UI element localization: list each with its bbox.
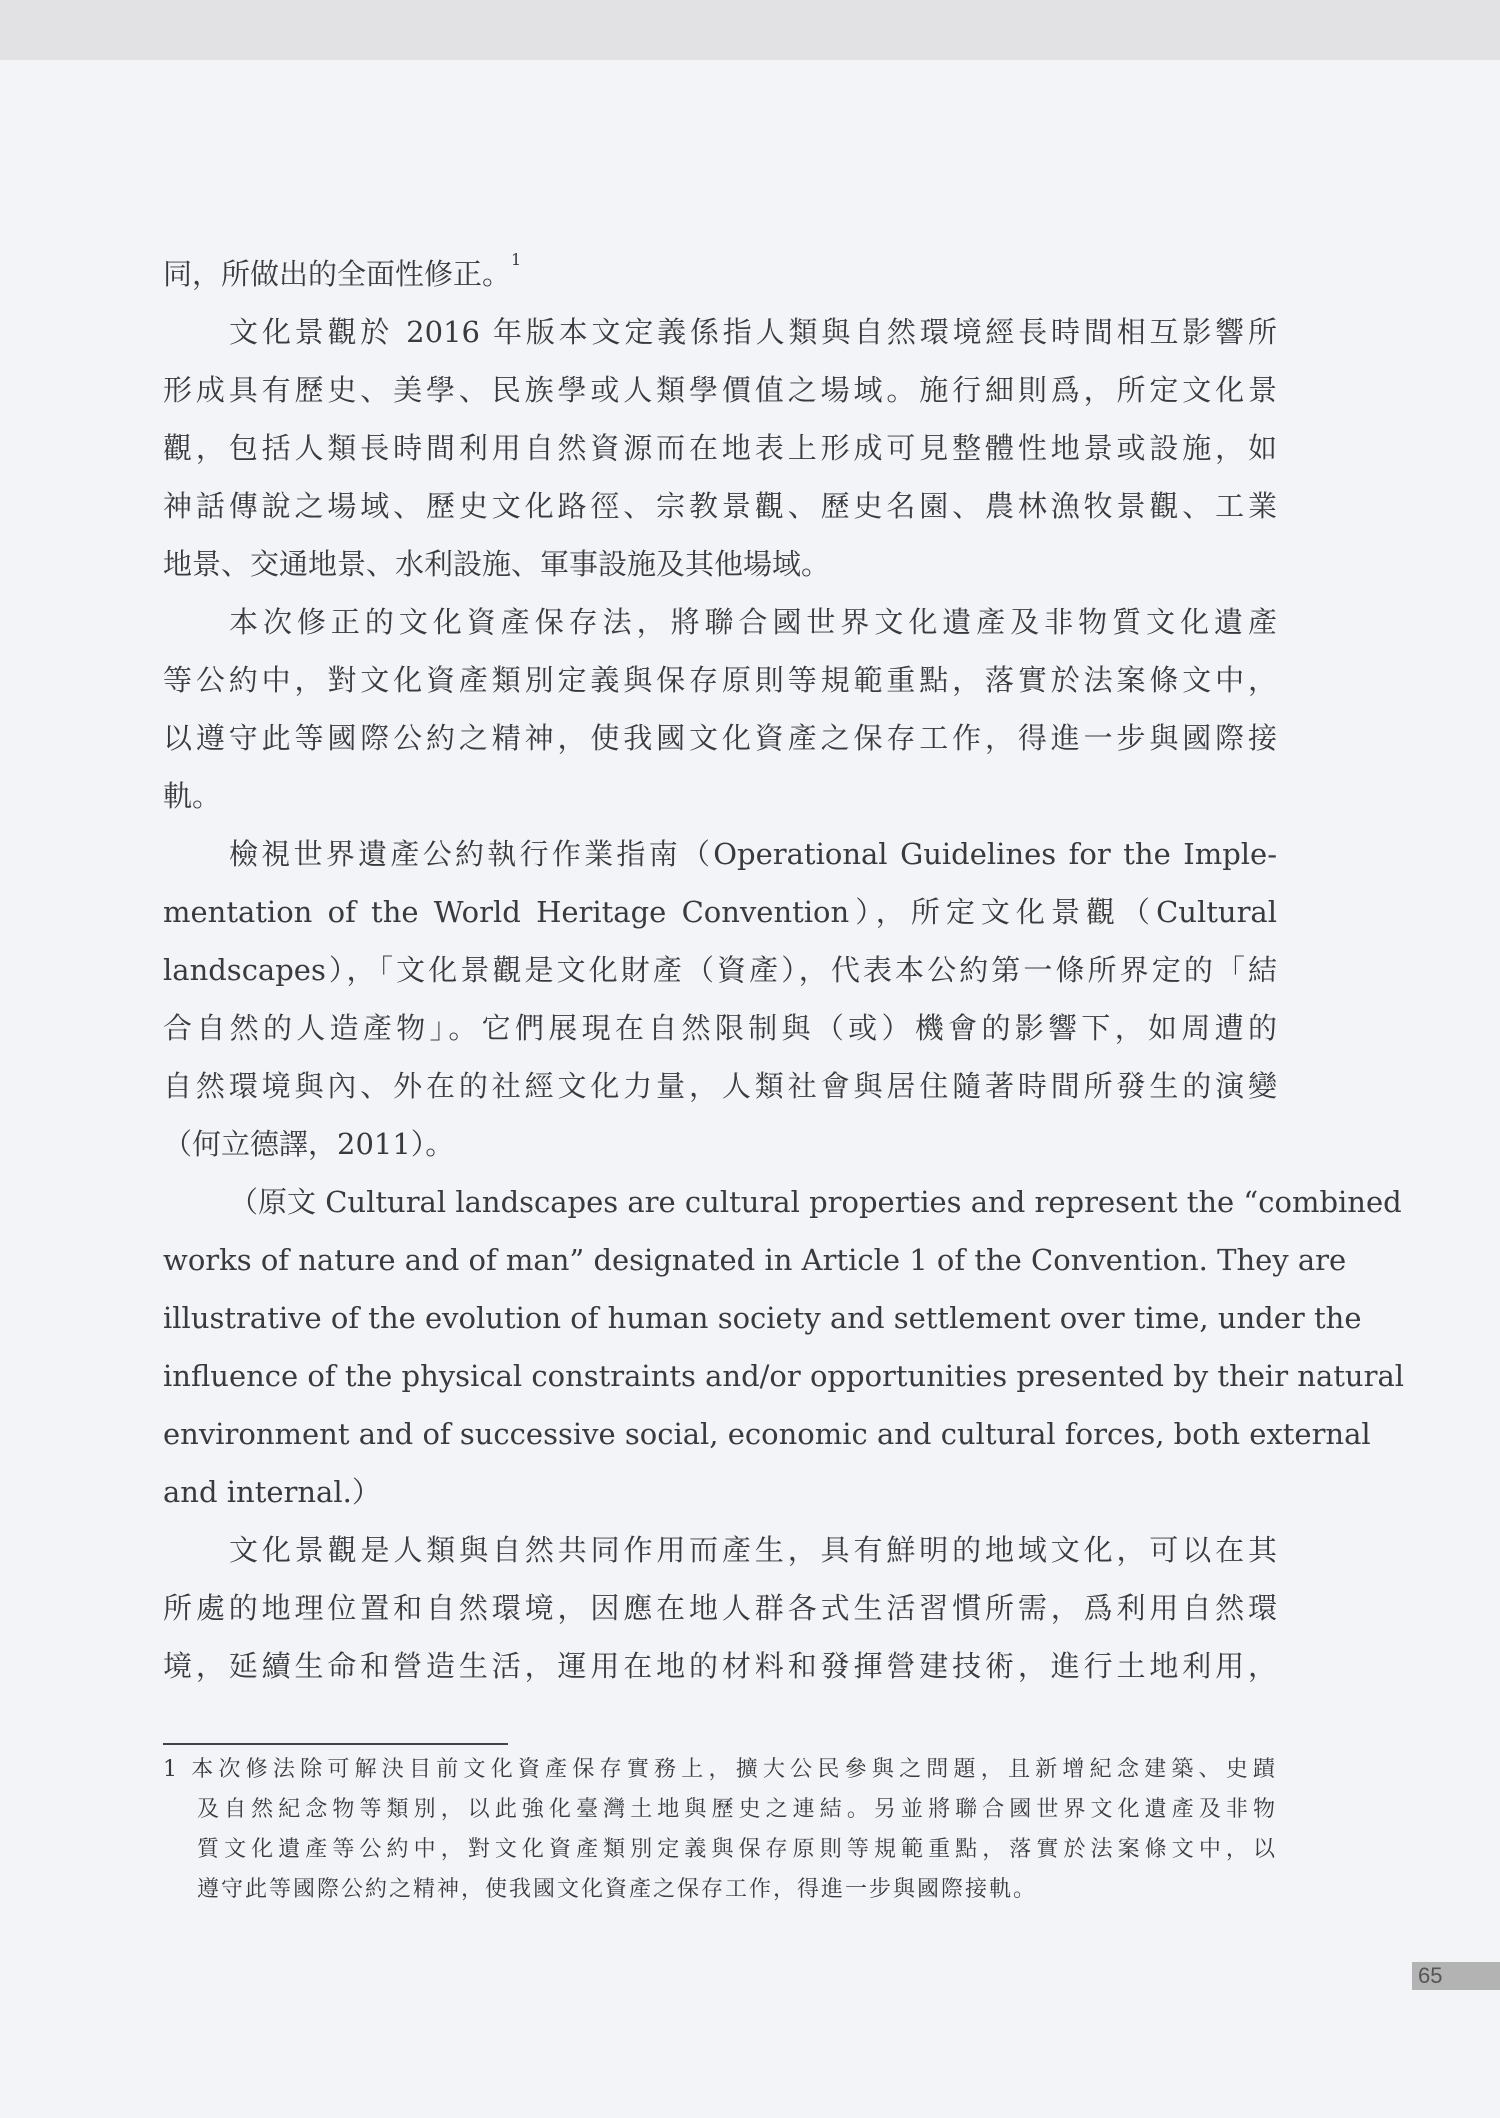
footnote-line: 1 本次修法除可解決目前文化資產保存實務上，擴大公民參與之問題，且新增紀念建築、史蹟 (163, 1757, 1277, 1782)
text-line: landscapes），「文化景觀是文化財產（資產），代表本公約第一條所界定的「結 (163, 953, 1277, 987)
footnote-line: 質文化遺產等公約中，對文化資產類別定義與保存原則等規範重點，落實於法案條文中，以 (197, 1837, 1277, 1862)
text-line: 檢視世界遺產公約執行作業指南（Operational Guidelines for the Imple- (229, 837, 1277, 871)
text-line: illustrative of the evolution of human society and settlement over time, under the (163, 1301, 1362, 1335)
text-line: （何立德譯，2011）。 (163, 1127, 455, 1161)
footnote-line: 遵守此等國際公約之精神，使我國文化資產之保存工作，得進一步與國際接軌。 (197, 1877, 1038, 1902)
text-line: mentation of the World Heritage Convention），所定文化景觀（Cultural (163, 895, 1277, 929)
footnote-separator (163, 1743, 508, 1745)
text-line: influence of the physical constraints and/or opportunities presented by their natural (163, 1359, 1405, 1393)
text-line: 地景、交通地景、水利設施、軍事設施及其他場域。 (163, 547, 831, 581)
text-line: 形成具有歷史、美學、民族學或人類學價值之場域。施行細則爲，所定文化景 (163, 373, 1277, 407)
text-line: 境，延續生命和營造生活，運用在地的材料和發揮營建技術，進行土地利用， (163, 1649, 1277, 1683)
text-line: and internal.） (163, 1475, 381, 1509)
body-text (163, 245, 1405, 1695)
text-line (163, 245, 1277, 303)
text-line: 觀，包括人類長時間利用自然資源而在地表上形成可見整體性地景或設施，如 (163, 431, 1277, 465)
text-line: 神話傳說之場域、歷史文化路徑、宗教景觀、歷史名園、農林漁牧景觀、工業 (163, 489, 1277, 523)
text-line: 文化景觀是人類與自然共同作用而產生，具有鮮明的地域文化，可以在其 (229, 1533, 1277, 1567)
text-line: 合自然的人造產物」。它們展現在自然限制與（或）機會的影響下，如周遭的 (163, 1011, 1277, 1045)
text-line: 自然環境與內、外在的社經文化力量，人類社會與居住隨著時間所發生的演變 (163, 1069, 1277, 1103)
line-text: 同，所做出的全面性修正。 (163, 257, 512, 291)
text-line: 以遵守此等國際公約之精神，使我國文化資產之保存工作，得進一步與國際接 (163, 721, 1277, 755)
page-number: 65 (1412, 1962, 1500, 1990)
text-line: 軌。 (163, 779, 222, 813)
footnote (163, 1750, 1277, 1910)
text-line: （原文 Cultural landscapes are cultural properties and represent the “combined (229, 1185, 1402, 1219)
text-line: 文化景觀於 2016 年版本文定義係指人類與自然環境經長時間相互影響所 (229, 315, 1277, 349)
text-line: 本次修正的文化資產保存法，將聯合國世界文化遺產及非物質文化遺產 (229, 605, 1277, 639)
footnote-line: 及自然紀念物等類別，以此強化臺灣土地與歷史之連結。另並將聯合國世界文化遺產及非物 (197, 1797, 1277, 1822)
text-line: environment and of successive social, economic and cultural forces, both external (163, 1417, 1371, 1451)
scan-top-band (0, 0, 1500, 60)
text-line: 等公約中，對文化資產類別定義與保存原則等規範重點，落實於法案條文中， (163, 663, 1277, 697)
text-line: 所處的地理位置和自然環境，因應在地人群各式生活習慣所需，爲利用自然環 (163, 1591, 1277, 1625)
text-line: works of nature and of man” designated in Article 1 of the Convention. They are (163, 1243, 1347, 1277)
footnote-ref[interactable]: 1 (511, 250, 522, 269)
